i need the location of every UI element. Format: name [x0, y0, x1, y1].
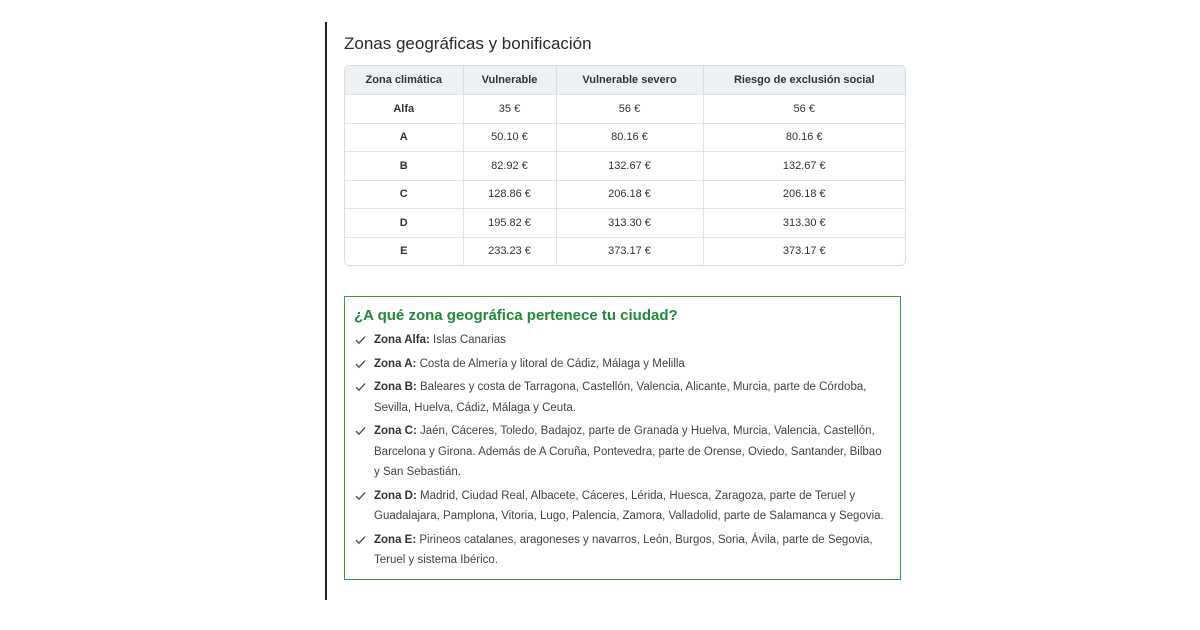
value-cell: 233.23 € — [463, 237, 556, 265]
zone-cell: E — [345, 237, 463, 265]
zone-description: Baleares y costa de Tarragona, Castellón, Valencia, Alicante, Murcia, parte de Córdoba, Sevilla, Huelva, Cádiz, Málaga y Ceuta. — [374, 381, 867, 414]
table-row — [345, 237, 905, 265]
list-item — [354, 421, 890, 483]
header-vulnerable-severo: Vulnerable severo — [556, 66, 703, 95]
check-icon — [355, 535, 366, 545]
value-cell: 195.82 € — [463, 209, 556, 238]
zone-label: Zona A: — [374, 357, 417, 370]
zones-info-box — [344, 296, 901, 580]
zone-description: Jaén, Cáceres, Toledo, Badajoz, parte de Granada y Huelva, Murcia, Valencia, Castellón, Barcelona y Girona. Además de A Coruña, Pontevedra, parte de Orense, Oviedo, Santander, Bilbao y San Sebastián. — [374, 425, 882, 478]
zone-cell: Alfa — [345, 95, 463, 124]
article-content — [344, 30, 906, 580]
table-row — [345, 180, 905, 209]
value-cell: 56 € — [556, 95, 703, 124]
zone-label: Zona B: — [374, 381, 417, 393]
value-cell: 82.92 € — [463, 152, 556, 181]
header-vulnerable: Vulnerable — [463, 66, 556, 95]
value-cell: 132.67 € — [703, 152, 905, 181]
value-cell: 50.10 € — [463, 123, 556, 152]
zone-description: Pirineos catalanes, aragoneses y navarros, León, Burgos, Soria, Ávila, parte de Segovia, Teruel y sistema Ibérico. — [374, 533, 873, 566]
list-item — [354, 486, 890, 527]
value-cell: 128.86 € — [463, 180, 556, 209]
zone-description: Madrid, Ciudad Real, Albacete, Cáceres, Lérida, Huesca, Zaragoza, parte de Teruel y Guadalajara, Pamplona, Vitoria, Lugo, Palencia, Zamora, Valladolid, parte de Salamanca y Segovia. — [374, 489, 884, 522]
value-cell: 35 € — [463, 95, 556, 124]
value-cell: 373.17 € — [703, 237, 905, 265]
check-icon — [355, 359, 366, 369]
zone-label: Zona D: — [374, 489, 417, 502]
zone-description: Costa de Almería y litoral de Cádiz, Málaga y Melilla — [419, 357, 685, 370]
value-cell: 80.16 € — [703, 123, 905, 152]
table-row — [345, 209, 905, 238]
zone-cell: C — [345, 180, 463, 209]
table-row — [345, 123, 905, 152]
zones-list — [354, 330, 890, 571]
zone-label: Zona E: — [374, 533, 417, 546]
table-header-row — [345, 66, 905, 95]
zone-description: Islas Canarias — [433, 334, 506, 346]
value-cell: 373.17 € — [556, 237, 703, 265]
info-box-title: ¿A qué zona geográfica pertenece tu ciudad? — [354, 307, 678, 324]
zone-cell: A — [345, 123, 463, 152]
check-icon — [355, 426, 366, 436]
section-title: Zonas geográficas y bonificación — [344, 34, 592, 53]
table-row — [345, 152, 905, 181]
value-cell: 206.18 € — [556, 180, 703, 209]
check-icon — [355, 491, 366, 501]
header-zona-climatica: Zona climática — [345, 66, 463, 95]
value-cell: 313.30 € — [703, 209, 905, 238]
zone-label: Zona Alfa: — [374, 334, 430, 346]
check-icon — [355, 382, 366, 392]
bonus-table-container — [344, 65, 906, 266]
zone-label: Zona C: — [374, 425, 417, 437]
bonus-table — [345, 66, 905, 265]
content-divider-line — [325, 22, 327, 600]
value-cell: 313.30 € — [556, 209, 703, 238]
list-item — [354, 530, 890, 571]
value-cell: 132.67 € — [556, 152, 703, 181]
table-row — [345, 95, 905, 124]
zone-cell: D — [345, 209, 463, 238]
list-item — [354, 377, 890, 418]
value-cell: 206.18 € — [703, 180, 905, 209]
list-item — [354, 354, 890, 375]
value-cell: 56 € — [703, 95, 905, 124]
value-cell: 80.16 € — [556, 123, 703, 152]
zone-cell: B — [345, 152, 463, 181]
list-item — [354, 330, 890, 351]
header-riesgo-exclusion: Riesgo de exclusión social — [703, 66, 905, 95]
check-icon — [355, 335, 366, 345]
